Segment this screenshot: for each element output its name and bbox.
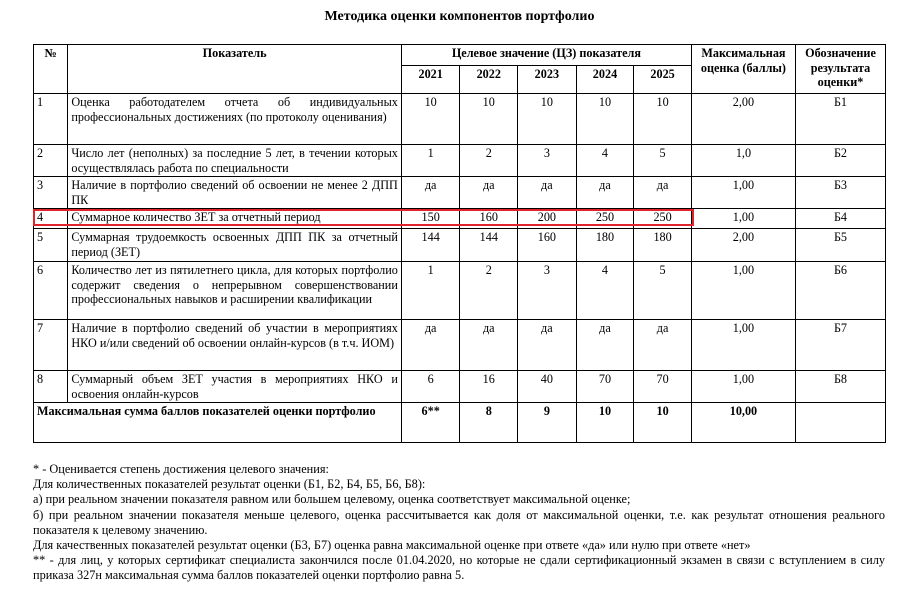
row-number: 5	[34, 229, 68, 262]
footnote-line: ** - для лиц, у которых сертификат специалиста закончился после 01.04.2020, но которые не сдали сертификационный экзамен в связи с вступлением в силу приказа 327н максимальная сумма баллов показателей оценки портфолио равна 5.	[33, 553, 885, 583]
row-target-value: 144	[460, 229, 518, 262]
total-value: 9	[518, 403, 577, 443]
row-target-value: 5	[634, 145, 692, 177]
row-result-code: Б7	[795, 320, 885, 371]
row-target-value: да	[518, 320, 577, 371]
row-target-value: да	[634, 320, 692, 371]
header-max-score: Максимальная оценка (баллы)	[691, 45, 795, 94]
row-target-value: 70	[634, 371, 692, 403]
footnote-line: Для качественных показателей результат оценки (Б3, Б7) оценка равна максимальной оценке при ответе «да» или нулю при ответе «нет»	[33, 538, 751, 553]
row-target-value: 160	[460, 209, 518, 229]
row-indicator: Количество лет из пятилетнего цикла, для которых портфолио содержит сведения о непрерывном совершенствовании профессиональных навыков и расширении квалификации	[68, 262, 402, 320]
row-number: 6	[34, 262, 68, 320]
row-result-code: Б4	[795, 209, 885, 229]
header-year: 2022	[460, 66, 518, 94]
footnote-line: а) при реальном значении показателя равном или большем целевому, оценка соответствует максимальной оценке;	[33, 492, 631, 507]
row-indicator: Суммарное количество ЗЕТ за отчетный период	[68, 209, 402, 229]
total-label: Максимальная сумма баллов показателей оценки портфолио	[34, 403, 402, 443]
row-indicator: Наличие в портфолио сведений об участии в мероприятиях НКО и/или сведений об освоении онлайн-курсов (в т.ч. ИОМ)	[68, 320, 402, 371]
row-target-value: да	[460, 320, 518, 371]
row-indicator: Наличие в портфолио сведений об освоении не менее 2 ДПП ПК	[68, 177, 402, 209]
row-number: 4	[34, 209, 68, 229]
row-target-value: 70	[576, 371, 634, 403]
total-row	[34, 403, 886, 443]
row-max-score: 1,0	[691, 145, 795, 177]
header-target: Целевое значение (ЦЗ) показателя	[401, 45, 691, 66]
row-target-value: 200	[518, 209, 577, 229]
footnote-line: * - Оценивается степень достижения целевого значения:	[33, 462, 329, 476]
row-target-value: 10	[401, 94, 460, 145]
table-row	[34, 177, 886, 209]
row-target-value: 16	[460, 371, 518, 403]
portfolio-table	[33, 44, 886, 443]
header-num: №	[34, 45, 68, 94]
row-number: 2	[34, 145, 68, 177]
row-number: 1	[34, 94, 68, 145]
header-year: 2021	[401, 66, 460, 94]
row-target-value: 4	[576, 262, 634, 320]
row-target-value: 10	[576, 94, 634, 145]
row-indicator: Число лет (неполных) за последние 5 лет, в течении которых осуществлялась работа по специальности	[68, 145, 402, 177]
table-row	[34, 262, 886, 320]
header-result: Обозначение результата оценки*	[795, 45, 885, 94]
row-target-value: 6	[401, 371, 460, 403]
row-max-score: 1,00	[691, 371, 795, 403]
row-target-value: 5	[634, 262, 692, 320]
footnotes	[33, 462, 885, 584]
row-target-value: да	[576, 320, 634, 371]
row-max-score: 2,00	[691, 229, 795, 262]
row-indicator: Оценка работодателем отчета об индивидуальных профессиональных достижениях (по протоколу оценивания)	[68, 94, 402, 145]
row-result-code: Б1	[795, 94, 885, 145]
row-number: 7	[34, 320, 68, 371]
row-max-score: 1,00	[691, 177, 795, 209]
table-row	[34, 320, 886, 371]
row-target-value: 160	[518, 229, 577, 262]
row-number: 8	[34, 371, 68, 403]
row-max-score: 1,00	[691, 262, 795, 320]
total-max: 10,00	[691, 403, 795, 443]
row-target-value: 250	[576, 209, 634, 229]
row-max-score: 1,00	[691, 209, 795, 229]
row-result-code: Б6	[795, 262, 885, 320]
row-result-code: Б3	[795, 177, 885, 209]
row-target-value: 144	[401, 229, 460, 262]
row-target-value: да	[401, 320, 460, 371]
row-target-value: 10	[518, 94, 577, 145]
row-target-value: 3	[518, 262, 577, 320]
row-result-code: Б8	[795, 371, 885, 403]
page-title: Методика оценки компонентов портфолио	[324, 9, 595, 24]
row-target-value: 3	[518, 145, 577, 177]
table-row	[34, 145, 886, 177]
footnote-line: Для количественных показателей результат оценки (Б1, Б2, Б4, Б5, Б6, Б8):	[33, 477, 426, 492]
footnote-line: б) при реальном значении показателя меньше целевого, оценка рассчитывается как доля от максимальной оценки, т.е. как результат отношения реального показателя к целевому значению.	[33, 507, 885, 537]
total-value: 8	[460, 403, 518, 443]
row-indicator: Суммарный объем ЗЕТ участия в мероприятиях НКО и освоения онлайн-курсов	[68, 371, 402, 403]
table-row	[34, 229, 886, 262]
row-target-value: да	[518, 177, 577, 209]
header-indicator: Показатель	[68, 45, 402, 94]
row-target-value: 2	[460, 262, 518, 320]
row-target-value: 10	[634, 94, 692, 145]
total-empty-cell	[795, 403, 885, 443]
row-target-value: да	[576, 177, 634, 209]
row-target-value: да	[401, 177, 460, 209]
total-value: 10	[634, 403, 692, 443]
row-max-score: 1,00	[691, 320, 795, 371]
header-year: 2023	[518, 66, 577, 94]
header-year: 2024	[576, 66, 634, 94]
row-result-code: Б5	[795, 229, 885, 262]
total-value: 6**	[401, 403, 460, 443]
row-target-value: 4	[576, 145, 634, 177]
row-target-value: 10	[460, 94, 518, 145]
table-row	[34, 371, 886, 403]
row-max-score: 2,00	[691, 94, 795, 145]
row-target-value: 1	[401, 145, 460, 177]
row-target-value: 2	[460, 145, 518, 177]
row-result-code: Б2	[795, 145, 885, 177]
table-row	[34, 209, 886, 229]
row-target-value: 250	[634, 209, 692, 229]
row-target-value: 1	[401, 262, 460, 320]
row-target-value: 150	[401, 209, 460, 229]
table-row	[34, 94, 886, 145]
header-year: 2025	[634, 66, 692, 94]
row-target-value: 180	[634, 229, 692, 262]
row-number: 3	[34, 177, 68, 209]
row-target-value: да	[460, 177, 518, 209]
total-value: 10	[576, 403, 634, 443]
row-target-value: 180	[576, 229, 634, 262]
row-target-value: да	[634, 177, 692, 209]
row-target-value: 40	[518, 371, 577, 403]
row-indicator: Суммарная трудоемкость освоенных ДПП ПК за отчетный период (ЗЕТ)	[68, 229, 402, 262]
